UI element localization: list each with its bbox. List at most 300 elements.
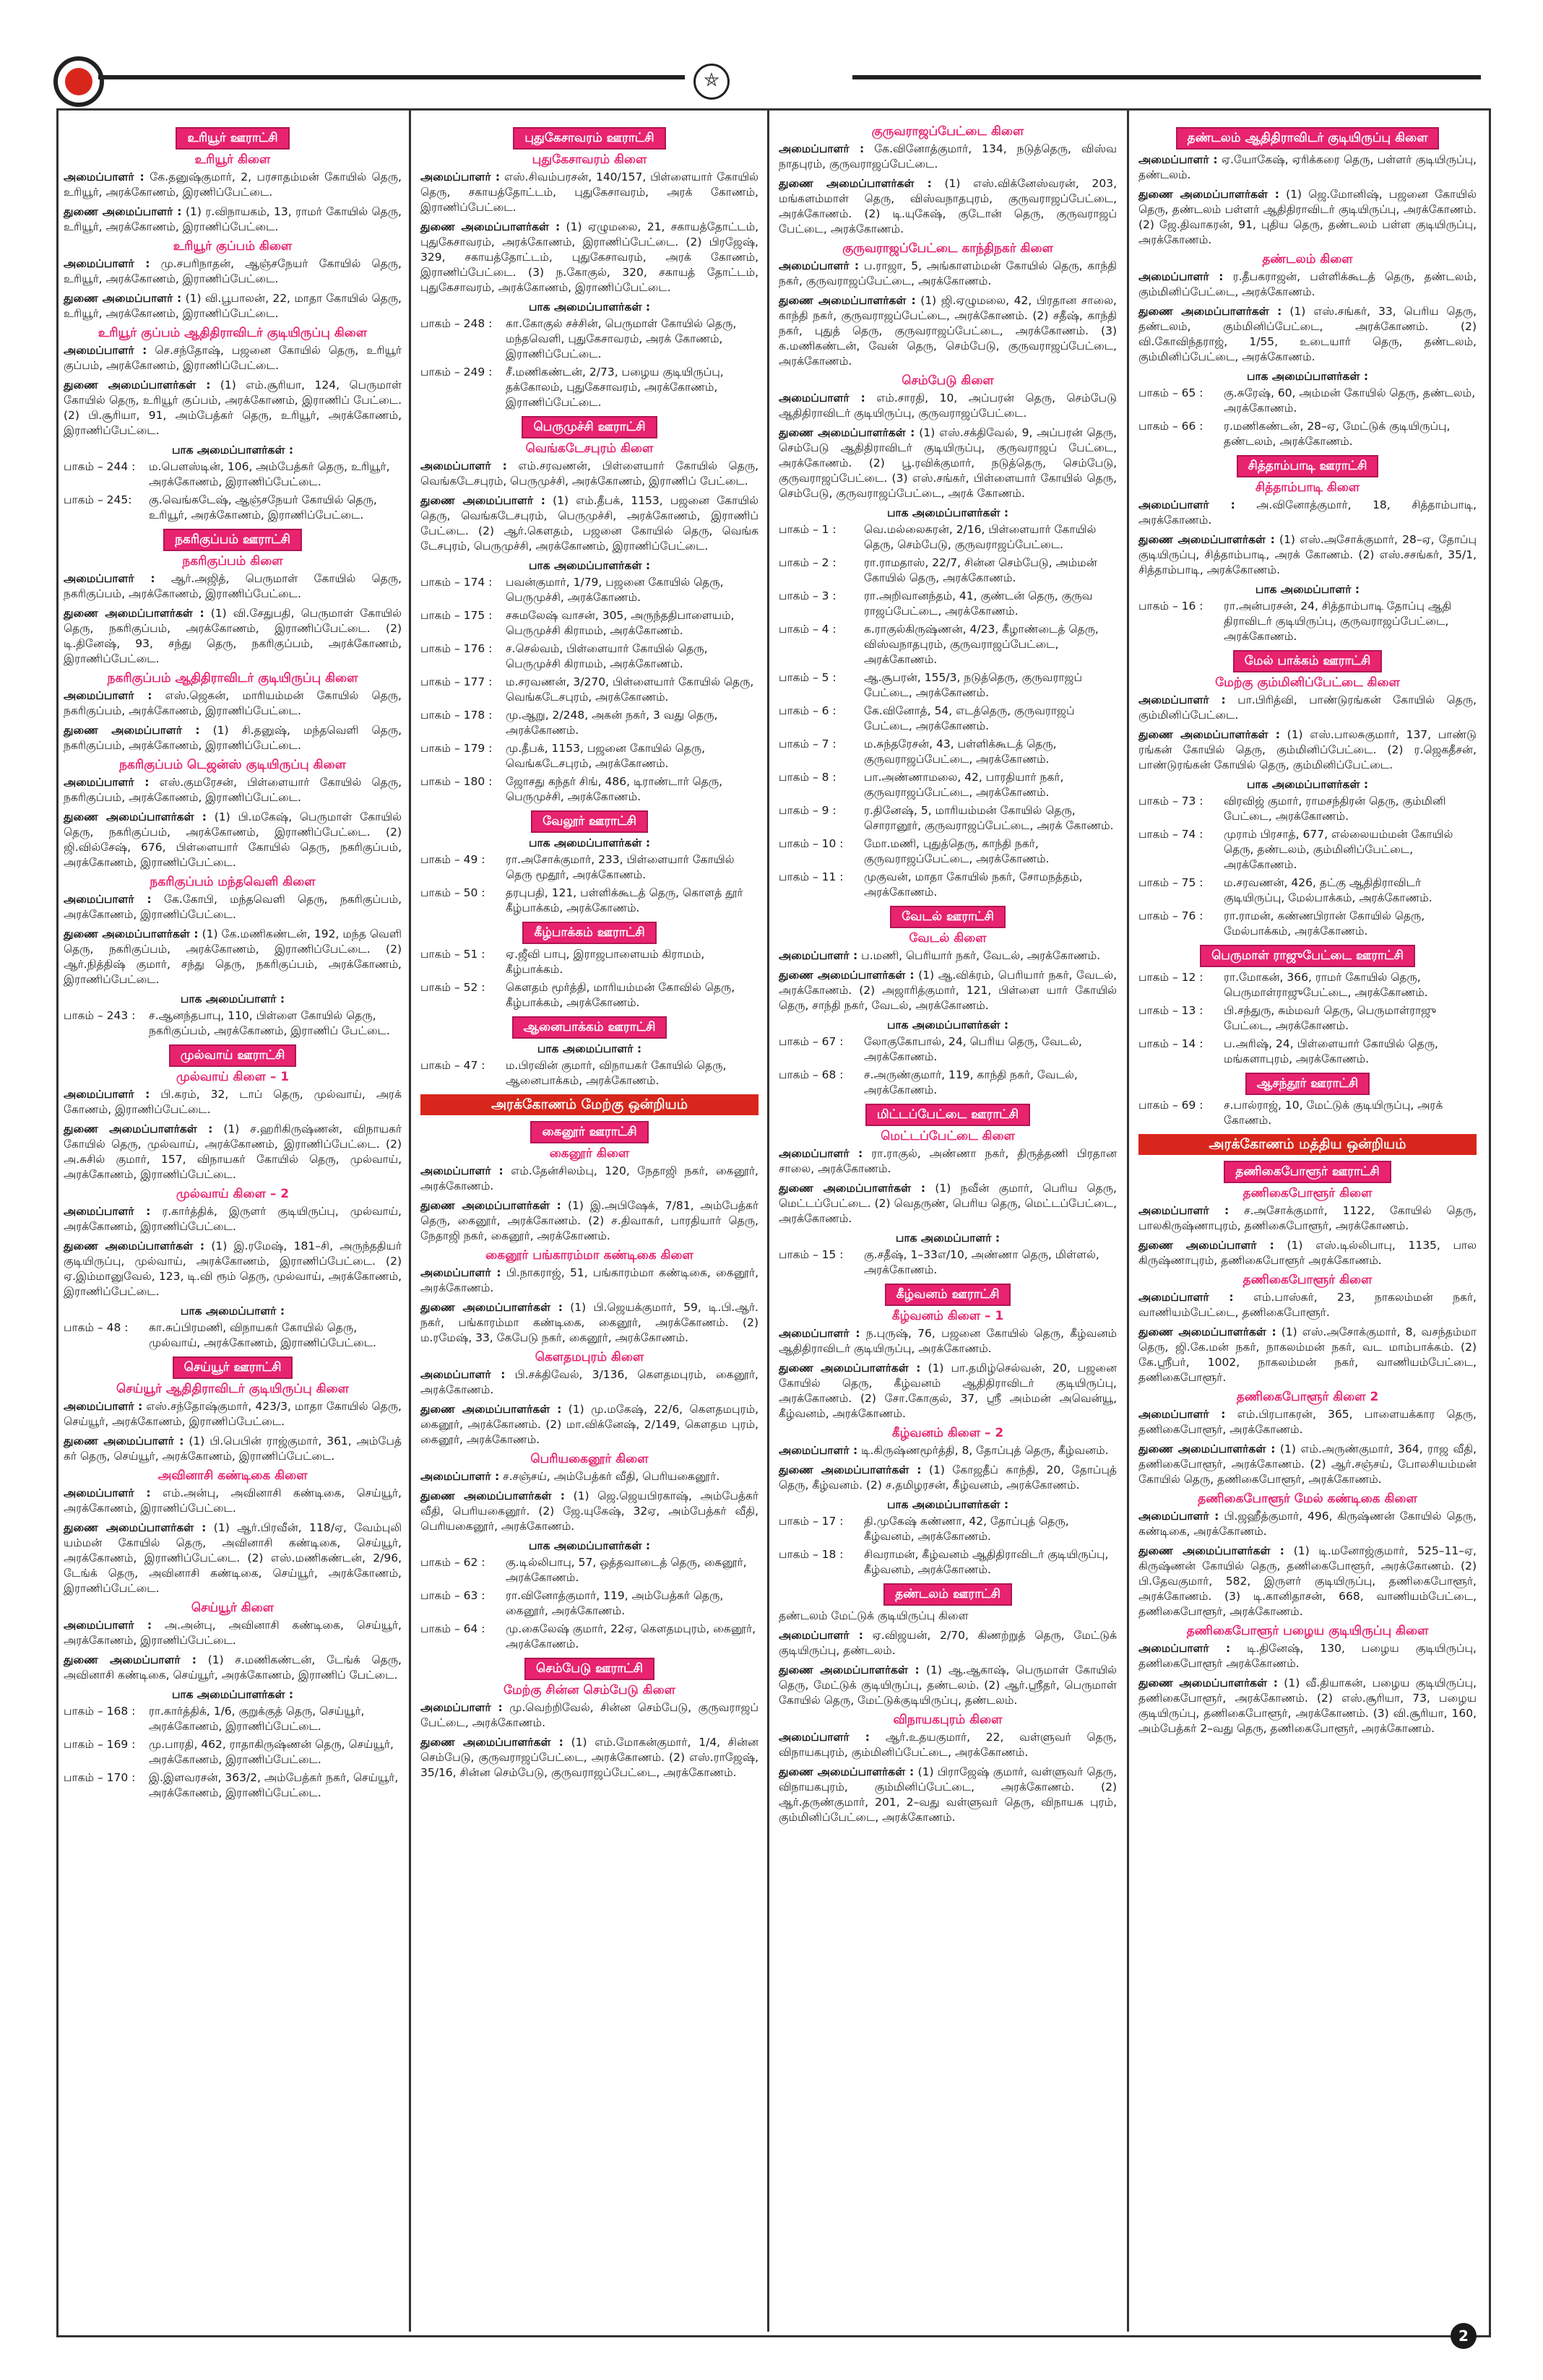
booth-details: மு.கைலேஷ் குமார், 22ஏ, கௌதமபுரம், கைனூர், அரக்கோணம்.	[506, 1622, 756, 1650]
booth-entry	[420, 1058, 758, 1089]
panchayat-heading: ஆசந்தூர் ஊராட்சி	[1245, 1073, 1370, 1095]
branch-heading: உரியூர் கிளை	[194, 152, 271, 167]
officer-details: (1) எஸ்.டில்லிபாபு, 1135, பால கிருஷ்ணாபுரம், தணிகைபோளூர் அரக்கோணம்.	[1138, 1239, 1477, 1267]
officer-entry	[1138, 1325, 1477, 1385]
officer-entry	[420, 1367, 758, 1398]
booth-number: பாகம் – 65 :	[1138, 386, 1203, 399]
booth-number: பாகம் – 249 :	[420, 365, 493, 378]
booth-organizers-label: பாக அமைப்பாளர்கள் :	[1246, 778, 1369, 791]
officer-details: ர.கார்த்திக், இருளர் குடியிருப்பு, முல்வாய், அரக்கோணம், இராணிப்பேட்டை.	[64, 1205, 402, 1233]
booth-number: பாகம் – 1 :	[779, 523, 837, 536]
booth-entry	[779, 1547, 1117, 1578]
booth-number: பாகம் – 8 :	[779, 771, 837, 784]
officer-role: துணை அமைப்பாளர்கள் :	[420, 1489, 565, 1502]
officer-details: கே.தனுஷ்குமார், 2, பரசாதம்மன் கோயில் தெரு, உரியூர், அரக்கோணம், இரணிப்பேட்டை.	[64, 170, 402, 199]
panchayat-heading: புதுகேசாவரம் ஊராட்சி	[513, 127, 665, 150]
booth-number: பாகம் – 17 :	[779, 1515, 844, 1528]
booth-entry	[779, 522, 1117, 553]
officer-entry	[420, 1489, 758, 1534]
booth-details: ச.பால்ராஜ், 10, மேட்டுக் குடியிருப்பு, அரக் கோணம்.	[1224, 1099, 1443, 1127]
officer-details: (1) பி.ஜெயக்குமார், 59, டி.பி.ஆர். நகர், பங்காரம்மா கண்டிகை, கைனூர், அரக்கோணம். (2) ம.ரமேஷ், 33, கேபேடு நகர், கைனூர், அரக்கோணம்.	[420, 1301, 758, 1344]
booth-details: மு.தீபக், 1153, பஜனை கோயில் தெரு, வெங்கடேசபுரம், அரக்கோணம்.	[506, 742, 706, 770]
booth-details: கு.சுரேஷ், 60, அம்மன் கோயில் தெரு, தண்டலம், அரக்கோணம்.	[1224, 386, 1476, 415]
officer-details: ர.தீபகராஜன், பள்ளிக்கூடத் தெரு, தண்டலம், கும்மினிப்பேட்டை, அரக்கோணம்.	[1138, 270, 1477, 298]
officer-role: துணை அமைப்பாளர் :	[1138, 1239, 1274, 1252]
booth-number: பாகம் – 50 :	[420, 886, 485, 899]
booth-number: பாகம் – 174 :	[420, 576, 493, 589]
booth-number: பாகம் – 76 :	[1138, 909, 1203, 922]
booth-entry	[779, 704, 1117, 734]
booth-details: கு.சதீஷ், 1–33எ/10, அண்ணா தெரு, மிள்ளல், அரக்கோணம்.	[864, 1248, 1099, 1276]
officer-details: ந.புருஷ், 76, பஜனை கோயில் தெரு, கீழ்வனம் ஆதிதிராவிடர் குடியிருப்பு, அரக்கோணம்.	[779, 1327, 1117, 1355]
officer-details: (1) ச.மணிகண்டன், டேங்க் தெரு, அவினாசி கண்டிகை, செய்யூர், அரக்கோணம், இராணிப் பேட்டை.	[64, 1653, 402, 1682]
officer-entry	[1138, 693, 1477, 723]
officer-role: அமைப்பாளர் :	[779, 949, 858, 962]
masthead-rule-left	[98, 75, 685, 79]
booth-details: கா.சுப்பிரமணி, விநாயகர் கோயில் தெரு, முல்வாய், அரக்கோணம், இராணிப்பேட்டை.	[149, 1321, 376, 1349]
officer-role: துணை அமைப்பாளர்கள் :	[64, 810, 207, 823]
booth-number: பாகம் – 62 :	[420, 1556, 485, 1569]
booth-entry	[420, 575, 758, 605]
booth-number: பாகம் – 169 :	[64, 1738, 136, 1751]
officer-entry	[779, 1628, 1117, 1658]
officer-details: எஸ்.ஜெகன், மாரியம்மன் கோயில் தெரு, நகரிகுப்பம், அரக்கோணம், இராணிப்பேட்டை.	[64, 689, 402, 717]
booth-number: பாகம் – 66 :	[1138, 420, 1203, 433]
panchayat-heading: கீழ்வனம் ஊராட்சி	[885, 1284, 1011, 1306]
officer-entry	[1138, 1203, 1477, 1234]
booth-organizers-label: பாக அமைப்பாளர்கள் :	[528, 300, 651, 313]
booth-entry	[1138, 419, 1477, 449]
booth-entry	[420, 886, 758, 916]
officer-details: பி.நாகராஜ், 51, பங்காரம்மா கண்டிகை, கைனூர், அரக்கோணம்.	[420, 1266, 758, 1294]
branch-heading: நகரிகுப்பம் கிளை	[182, 554, 283, 568]
booth-organizers-label: பாக அமைப்பாளர்கள் :	[171, 1688, 294, 1701]
officer-entry	[1138, 1641, 1477, 1671]
booth-entry	[779, 870, 1117, 900]
panchayat-heading: செம்பேடு ஊராட்சி	[524, 1658, 654, 1680]
booth-number: பாகம் – 180 :	[420, 775, 493, 788]
officer-details: (1) ஆ.விக்ரம், பெரியார் நகர், வேடல், அரக்கோணம். (2) அஜாரித்குமார், 121, பிள்ளை யார் கோயில் தெரு, சாந்தி நகர், வேடல், அரக்கோணம்.	[779, 969, 1117, 1012]
booth-number: பாகம் – 64 :	[420, 1622, 485, 1635]
officer-role: துணை அமைப்பாளர்கள் :	[1138, 1676, 1279, 1689]
booth-number: பாகம் – 11 :	[779, 870, 844, 883]
booth-details: கௌதம் மூர்த்தி, மாரியம்மன் கோவில் தெரு, கீழ்பாக்கம், அரக்கோணம்.	[506, 981, 735, 1009]
branch-heading: குருவராஜப்பேட்டை கிளை	[871, 124, 1024, 139]
booth-organizers-label: பாக அமைப்பாளர் :	[180, 1304, 285, 1317]
officer-details: (1) இ.ரமேஷ், 181–சி, அருந்ததியர் குடியிருப்பு, முல்வாய், அரக்கோணம், இராணிப்பேட்டை. (2) ஏ.இம்மானுவேல், 123, டி.வி ரூம் தெரு, முல்வாய், அரக்கோணம், இராணிப்பேட்டை.	[64, 1239, 402, 1298]
booth-details: ர.மணிகண்டன், 28–ஏ, மேட்டுக் குடியிருப்பு, தண்டலம், அரக்கோணம்.	[1224, 420, 1451, 448]
rising-sun-emblem-icon: ⛤	[693, 64, 730, 100]
officer-role: அமைப்பாளர் :	[1138, 1204, 1229, 1217]
column-divider	[767, 110, 769, 2332]
booth-number: பாகம் – 244 :	[64, 460, 136, 473]
officer-entry	[779, 1443, 1117, 1458]
booth-entry	[420, 1622, 758, 1652]
officer-details: ஏ.யோகேஷ், ஏரிக்கரை தெரு, பள்ளர் குடியிருப்பு, தண்டலம்.	[1138, 153, 1477, 181]
officer-role: துணை அமைப்பாளர்கள் :	[420, 1199, 561, 1212]
panchayat-heading: முல்வாய் ஊராட்சி	[169, 1044, 297, 1067]
officer-entry	[779, 1609, 1117, 1624]
officer-role: துணை அமைப்பாளர்கள் :	[420, 1736, 563, 1749]
officer-details: டி.தினேஷ், 130, பழைய குடியிருப்பு, தணிகைபோளூர் அரக்கோணம்.	[1138, 1642, 1477, 1670]
officer-entry	[420, 1700, 758, 1731]
panchayat-heading: மிட்டப்பேட்டை ஊராட்சி	[865, 1104, 1030, 1126]
booth-details: இ.இளவரசன், 363/2, அம்பேத்கர் நகர், செய்யூர், அரக்கோணம், இராணிப்பேட்டை.	[149, 1771, 399, 1799]
officer-entry	[1138, 187, 1477, 248]
booth-entry	[420, 316, 758, 362]
booth-details: கே.வினோத், 54, எடத்தெரு, குருவராஜப் பேட்டை, அரக்கோணம்.	[864, 704, 1075, 732]
booth-entry	[779, 589, 1117, 619]
officer-entry	[64, 892, 402, 922]
officer-details: அ.வினோத்குமார், 18, சித்தாம்பாடி, அரக்கோணம்.	[1138, 498, 1477, 527]
officer-entry	[64, 1486, 402, 1516]
column-divider	[409, 110, 411, 2332]
page-number: 2	[1451, 2323, 1477, 2349]
booth-entry	[1138, 794, 1477, 824]
officer-entry	[64, 1434, 402, 1464]
booth-number: பாகம் – 16 :	[1138, 600, 1203, 613]
officer-role: அமைப்பாளர் :	[779, 1444, 858, 1457]
officer-role: அமைப்பாளர் :	[1138, 153, 1218, 166]
officer-details: ப.மணி, பெரியார் நகர், வேடல், அரக்கோணம்.	[861, 949, 1101, 962]
masthead	[0, 0, 1543, 101]
officer-entry	[64, 1087, 402, 1117]
panchayat-heading: கைனூர் ஊராட்சி	[530, 1121, 648, 1143]
branch-heading: தணிகைபோளூர் மேல் கண்டிகை கிளை	[1198, 1492, 1417, 1506]
panchayat-heading: தண்டலம் ஆதிதிராவிடர் குடியிருப்பு கிளை	[1176, 127, 1440, 150]
officer-role: அமைப்பாளர் :	[779, 259, 860, 272]
booth-organizers-label: பாக அமைப்பாளர் :	[537, 1042, 642, 1055]
booth-entry	[420, 774, 758, 805]
booth-details: பவன்குமார், 1/79, பஜனை கோயில் தெரு, பெருமுச்சி, அரக்கோணம்.	[506, 576, 724, 604]
booth-organizers-label: பாக அமைப்பாளர்கள் :	[886, 1498, 1009, 1511]
booth-entry	[420, 947, 758, 977]
booth-details: மு.பாரதி, 462, ராதாகிருஷ்ணன் தெரு, செய்யூர், அரக்கோணம், இராணிப்பேட்டை.	[149, 1738, 394, 1766]
officer-details: (1) எஸ்.அசோக்குமார், 28–ஏ, தோப்பு குடியிருப்பு, சித்தாம்பாடி, அரக் கோணம். (2) எஸ்.சசங்கர், 35/1, சித்தாம்பாடி, அரக்கோணம்.	[1138, 533, 1477, 576]
booth-details: சசுமலேஷ் வாசன், 305, அருந்ததிபாளையம், பெருமுச்சி கிராமம், அரக்கோணம்.	[506, 609, 735, 637]
booth-number: பாகம் – 13 :	[1138, 1004, 1203, 1017]
officer-role: அமைப்பாளர் :	[64, 170, 144, 183]
officer-role: துணை அமைப்பாளர்கள் :	[779, 1362, 921, 1375]
officer-role: துணை அமைப்பாளர்கள் :	[779, 1182, 926, 1195]
officer-role: அமைப்பாளர் :	[1138, 1642, 1231, 1655]
officer-details: பி.சக்திவேல், 3/136, கௌதமபுரம், கைனூர், அரக்கோணம்.	[420, 1368, 758, 1396]
officer-role: அமைப்பாளர் :	[1138, 1408, 1226, 1421]
officer-role: துணை அமைப்பாளர்கள் :	[779, 426, 915, 439]
booth-details: கா.கோகுல் சச்சின், பெருமாள் கோயில் தெரு, மந்தவெளி, புதுகேசாவரம், அரக் கோணம், இராணிப்பேட்டை.	[506, 317, 737, 360]
officer-details: ச.சஞ்சய், அம்பேத்கர் வீதி, பெரியகைனூர்.	[503, 1470, 720, 1483]
booth-number: பாகம் – 176 :	[420, 642, 493, 655]
officer-details: கே.வினோத்குமார், 134, நடுத்தெரு, விஸ்வ நாதபுரம், குருவராஜப்பேட்டை.	[779, 142, 1117, 170]
panchayat-heading: பெருமுச்சி ஊராட்சி	[522, 416, 657, 438]
officer-role: அமைப்பாளர் :	[1138, 1510, 1219, 1523]
booth-number: பாகம் – 15 :	[779, 1248, 844, 1261]
panchayat-heading: மேல் பாக்கம் ஊராட்சி	[1233, 650, 1383, 672]
booth-details: ரா.அறிவானந்தம், 41, குண்டன் தெரு, குருவ ராஜப்பேட்டை, அரக்கோணம்.	[864, 589, 1093, 618]
branch-heading: முல்வாய் கிளை – 1	[176, 1070, 290, 1084]
officer-entry	[420, 1265, 758, 1296]
branch-heading: மேற்கு கும்மினிப்பேட்டை கிளை	[1215, 675, 1400, 690]
officer-role: துணை அமைப்பாளர்கள் :	[420, 1403, 562, 1416]
officer-entry	[779, 948, 1117, 964]
branch-heading: அவினாசி கண்டிகை கிளை	[157, 1468, 308, 1483]
officer-role: அமைப்பாளர் :	[420, 1470, 500, 1483]
officer-details: (1) சி.தனுஷ், மந்தவெளி தெரு, நகரிகுப்பம், அரக்கோணம், இராணிப்பேட்டை.	[64, 724, 402, 752]
officer-entry	[779, 176, 1117, 237]
officer-entry	[779, 142, 1117, 172]
officer-details: எம்.பாஸ்கர், 23, நாகலம்மன் நகர், வாணியம்பேட்டை, தணிகைபோளூர்.	[1138, 1291, 1477, 1319]
officer-entry	[1138, 152, 1477, 183]
booth-entry	[779, 1514, 1117, 1544]
column-2	[420, 121, 758, 1785]
officer-entry	[779, 391, 1117, 421]
officer-details: (1) எம்.சூரியா, 124, பெருமாள் கோயில் தெரு, உரியூர் குப்பம், அரக்கோணம், இராணிப் பேட்டை. (2) பி.சூரியா, 91, அம்பேத்கர் தெரு, உரியூர், அரக்கோணம், இராணிப்பேட்டை.	[64, 378, 402, 437]
officer-role: அமைப்பாளர் :	[779, 1327, 860, 1340]
officer-entry	[64, 343, 402, 373]
officer-entry	[64, 1204, 402, 1234]
officer-details: (1) எஸ்.சக்திவேல், 9, அப்பரன் தெரு, செம்பேடு ஆதிதிராவிடர் குடியிருப்பு, குருவராஜப் பேட்டை, அரக்கோணம். (2) பூ.ரவிக்குமார், நடுத்தெரு, செம்பேடு, குருவராஜப்பேட்டை. (3) எஸ்.சங்கர், பிள்ளையார் கோயில் தெரு, செம்பேடு, குருவராஜப்பேட்டை, அரக் கோணம்.	[779, 426, 1117, 500]
officer-role: துணை அமைப்பாளர்கள் :	[1138, 1544, 1284, 1557]
officer-details: (1) எஸ்.விக்னேஸ்வரன், 203, மங்களம்மாள் தெரு, விஸ்வநாதபுரம், குருவராஜப்பேட்டை, அரக்கோணம். (2) டி.யுகேஷ், குடோன் தெரு, குருவராஜப் பேட்டை, அரக்கோணம்.	[779, 177, 1118, 235]
union-banner: அரக்கோணம் மேற்கு ஒன்றியம்	[420, 1094, 758, 1115]
officer-entry	[64, 291, 402, 321]
booth-details: ரா.மோகன், 366, ராமர் கோயில் தெரு, பெருமாள்ராஜுபேட்டை, அரக்கோணம்.	[1224, 971, 1428, 999]
booth-entry	[420, 741, 758, 771]
booth-number: பாகம் – 2 :	[779, 556, 837, 569]
officer-entry	[420, 1735, 758, 1780]
booth-details: ஜோசது கந்தர் சிங், 486, டிராண்டார் தெரு, பெருமுச்சி, அரக்கோணம்.	[506, 775, 723, 803]
booth-number: பாகம் – 243 :	[64, 1009, 136, 1022]
booth-entry	[64, 1704, 402, 1734]
branch-heading: தணிகைபோளூர் பழைய குடியிருப்பு கிளை	[1186, 1624, 1429, 1638]
officer-role: அமைப்பாளர் :	[1138, 270, 1224, 283]
officer-role: துணை அமைப்பாளர்கள் :	[779, 294, 916, 307]
officer-role: அமைப்பாளர் :	[64, 257, 150, 270]
officer-role: அமைப்பாளர் :	[64, 776, 150, 789]
booth-details: ப.அரிஷ், 24, பிள்ளையார் கோயில் தெரு, மங்களாபுரம், அரக்கோணம்.	[1224, 1037, 1438, 1065]
branch-heading: பெரியகைனூர் கிளை	[530, 1452, 649, 1466]
officer-entry	[420, 1402, 758, 1448]
officer-details: டி.கிருஷ்ணமூர்த்தி, 8, தோப்புத் தெரு, கீழ்வனம்.	[861, 1444, 1109, 1457]
column-1	[64, 121, 402, 1804]
officer-details: (1) ஜெ.ஜெயபிரகாஷ், அம்பேத்கர் வீதி, பெரியகைனூர். (2) ஜே.யுகேஷ், 32ஏ, அம்பேத்கர் வீதி, பெரியகைனூர், அரக்கோணம்.	[420, 1489, 758, 1533]
officer-details: (1) எஸ்.அசோக்குமார், 8, வசந்தம்மா தெரு, ஜி.கே.மன் நகர், நாகலம்மன் நகர், வட மாம்பாக்கம். (2) கே.ஸ்ரீபர், 1002, நாகலம்மன் நகர், வாணியம்பேட்டை, தணிகைபோளூர்.	[1138, 1325, 1477, 1384]
booth-details: தி.முகேஷ் கண்ணா, 42, தோப்புத் தெரு, கீழ்வனம், அரக்கோணம்.	[864, 1515, 1069, 1543]
officer-entry	[779, 1146, 1117, 1177]
officer-entry	[1138, 1238, 1477, 1268]
booth-entry	[64, 493, 402, 523]
officer-role: அமைப்பாளர் :	[1138, 693, 1226, 706]
booth-number: பாகம் – 248 :	[420, 317, 493, 330]
officer-details: (1) ஆர்.பிரவீன், 118/ஏ, வேம்புலி யம்மன் கோயில் தெரு, அவினாசி கண்டிகை, செய்யூர், அரக்கோணம், இராணிப்பேட்டை. (2) எஸ்.மணிகண்டன், 2/96, டேங்க் தெரு, அவினாசி கண்டிகை, செய்யூர், அரக்கோணம், இராணிப்பேட்டை.	[64, 1521, 402, 1595]
officer-details: எஸ்.சிவம்பரசன், 140/157, பிள்ளையார் கோயில் தெரு, சகாயத்தோட்டம், புதுகேசாவரம், அரக் கோணம், இராணிப்பேட்டை.	[420, 170, 758, 214]
officer-details: எஸ்.சந்தோஷ்குமார், 423/3, மாதா கோயில் தெரு, செய்யூர், அரக்கோணம், இராணிப்பேட்டை.	[64, 1400, 402, 1428]
panchayat-heading: செய்யூர் ஊராட்சி	[173, 1356, 293, 1379]
officer-role: துணை அமைப்பாளர்கள் :	[1138, 1325, 1276, 1338]
booth-entry	[420, 1555, 758, 1585]
officer-entry	[779, 1463, 1117, 1493]
officer-entry	[64, 1239, 402, 1299]
officer-details: ஆர்.உதயகுமார், 22, வள்ளுவர் தெரு, விநாயகபுரம், கும்மினிப்பேட்டை, அரக்கோணம்.	[779, 1731, 1117, 1759]
officer-details: (1) எம்.அருண்குமார், 364, ராஜ வீதி, தணிகைபோளூர், அரக்கோணம். (2) ஆர்.சஞ்சய், போலசியம்மன் கோயில் தெரு, தணிகைபோளூர், அரக்கோணம்.	[1138, 1442, 1477, 1486]
booth-entry	[420, 608, 758, 639]
booth-details: லோகுகோபால், 24, பெரிய தெரு, வேடல், அரக்கோணம்.	[864, 1035, 1082, 1063]
officer-entry	[64, 1122, 402, 1182]
officer-details: (1) பி.மகேஷ், பெருமாள் கோயில் தெரு, நகரிகுப்பம், அரக்கோணம், இராணிப்பேட்டை. (2) ஜி.வில்சேஷ், 676, பிள்ளையார் கோயில் தெரு, நகரிகுப்பம், அரக்கோணம், இராணிப்பேட்டை.	[64, 810, 402, 869]
booth-entry	[1138, 875, 1477, 906]
officer-details: (1) ஆ.ஆகாஷ், பெருமாள் கோயில் தெரு, மேட்டுக் குடியிருப்பு, தண்டலம். (2) ஆர்.ஸ்ரீதர், பெருமாள் கோயில் தெரு, மேட்டுக்குடியிருப்பு, தண்டலம்.	[779, 1663, 1117, 1707]
branch-heading: தணிகைபோளூர் கிளை	[1242, 1186, 1373, 1200]
booth-number: பாகம் – 9 :	[779, 804, 837, 817]
officer-details: (1) நவீன் குமார், பெரிய தெரு, மெட்டப்பேட்டை. (2) வெதருண், பெரிய தெரு, மெட்டப்பேட்டை, அரக்கோணம்.	[779, 1182, 1117, 1225]
booth-organizers-label: பாக அமைப்பாளர் :	[1255, 583, 1360, 596]
officer-details: எம்.தேன்சிலம்பு, 120, நேதாஜி நகர், கைனூர், அரக்கோணம்.	[420, 1164, 758, 1193]
officer-details: ஆர்.அஜித், பெருமாள் கோயில் தெரு, நகரிகுப்பம், அரக்கோணம், இராணிப்பேட்டை.	[64, 572, 402, 600]
officer-details: (1) எஸ்.பாலசுகுமார், 137, பாண்டு ரங்கன் கோயில் தெரு, கும்மினிப்பேட்டை. (2) ர.ஜெகதீசன், பாண்டுரங்கன் கோயில் தெரு, கும்மினிப்பேட்டை.	[1138, 728, 1477, 771]
officer-role: துணை அமைப்பாளர்கள் :	[779, 1463, 922, 1476]
officer-details: (1) பி.பெபின் ராஜ்குமார், 361, அம்பேத் கர் தெரு, செய்யூர், அரக்கோணம், இராணிப்பேட்டை.	[64, 1435, 402, 1463]
booth-details: சீ.மணிகண்டன், 2/73, பழைய குடியிருப்பு, தக்கோலம், புதுகேசாவரம், அரக்கோணம், இராணிப்பேட்டை.	[506, 365, 724, 409]
officer-details: (1) மு.மகேஷ், 22/6, கௌதமபுரம், கைனூர், அரக்கோணம். (2) மா.விக்னேஷ், 2/149, கௌதம புரம், கைனூர், அரக்கோணம்.	[420, 1403, 758, 1446]
officer-role: அமைப்பாளர் :	[64, 1619, 152, 1632]
panchayat-heading: வேடல் ஊராட்சி	[890, 906, 1006, 928]
booth-organizers-label: பாக அமைப்பாளர்கள் :	[1246, 370, 1369, 383]
officer-entry	[64, 927, 402, 987]
booth-entry	[64, 1770, 402, 1801]
branch-heading: கௌதமபுரம் கிளை	[535, 1350, 644, 1364]
booth-entry	[420, 365, 758, 410]
booth-details: சிவராமன், கீழ்வனம் ஆதிதிராவிடர் குடியிருப்பு, கீழ்வனம், அரக்கோணம்.	[864, 1548, 1109, 1576]
officer-entry	[779, 259, 1117, 289]
officer-entry	[420, 1469, 758, 1484]
booth-details: ச.ஆனந்தபாபு, 110, பிள்ளை கோயில் தெரு, நகரிகுப்பம், அரக்கோணம், இராணிப் பேட்டை.	[149, 1009, 390, 1037]
officer-entry	[64, 1399, 402, 1429]
booth-details: பா.அண்ணாமலை, 42, பாரதியார் நகர், குருவராஜப்பேட்டை, அரக்கோணம்.	[864, 771, 1064, 799]
booth-number: பாகம் – 18 :	[779, 1548, 844, 1561]
officer-role: துணை அமைப்பாளர்கள் :	[1138, 728, 1280, 741]
officer-details: (1) எம்.தீபக், 1153, பஜனை கோயில் தெரு, வெங்கடேசபுரம், பெருமுச்சி, அரக்கோணம், இராணிப் பேட்டை. (2) ஆர்.கௌதம், பஜனை கோயில் தெரு, வெங்க டேசபுரம், பெருமுச்சி, அரக்கோணம், இராணிப்பேட்டை.	[420, 494, 758, 553]
booth-details: கு.டில்லிபாபு, 57, ஒத்தவாடைத் தெரு, கைனூர், அரக்கோணம்.	[506, 1556, 747, 1584]
booth-details: கு.வெங்கடேஷ், ஆஞ்சநேயர் கோயில் தெரு, உரியூர், அரக்கோணம், இராணிப்பேட்டை.	[149, 493, 377, 522]
officer-entry	[779, 1326, 1117, 1356]
officer-entry	[64, 775, 402, 805]
booth-entry	[420, 980, 758, 1011]
branch-heading: தணிகைபோளூர் கிளை 2	[1236, 1390, 1379, 1404]
booth-entry	[779, 836, 1117, 867]
officer-details: ச.அசோக்குமார், 1122, கோயில் தெரு, பாலகிருஷ்ணாபுரம், தணிகைபோளூர், அரக்கோணம்.	[1138, 1204, 1477, 1232]
branch-heading: கைனூர் பங்காரம்மா கண்டிகை கிளை	[485, 1248, 693, 1263]
booth-details: ம.பௌஸ்டின், 106, அம்பேத்கர் தெரு, உரியூர், அரக்கோணம், இராணிப்பேட்டை.	[149, 460, 390, 488]
officer-role: துணை அமைப்பாளர் :	[420, 494, 545, 507]
officer-role: துணை அமைப்பாளர்கள் :	[1138, 1442, 1276, 1455]
officer-entry	[64, 256, 402, 287]
branch-heading: வேடல் கிளை	[909, 931, 987, 945]
officer-details: (1) ஜெ.மோனிஷ், பஜனை கோயில் தெரு, தண்டலம் பள்ளர் ஆதிதிராவிடர் குடியிருப்பு, அரக்கோணம். (2) ஜே.திவாகரன், 91, புதிய தெரு, தண்டலம் பள்ள குடியிருப்பு, அரக்கோணம்.	[1138, 188, 1477, 246]
booth-number: பாகம் – 177 :	[420, 675, 493, 688]
branch-heading: உரியூர் குப்பம் ஆதிதிராவிடர் குடியிருப்பு கிளை	[98, 326, 368, 340]
booth-number: பாகம் – 49 :	[420, 853, 485, 866]
officer-role: அமைப்பாளர் :	[64, 344, 147, 357]
officer-role: அமைப்பாளர் :	[1138, 498, 1235, 511]
booth-organizers-label: பாக அமைப்பாளர்கள் :	[528, 1539, 651, 1552]
officer-details: (1) வீ.தியாகன், பழைய குடியிருப்பு, தணிகைபோளூர், அரக்கோணம். (2) எஸ்.சூரியா, 73, பழைய குடியிருப்பு, தணிகைபோளூர், அரக்கோணம். (3) வி.சூரியா, 160, அம்பேத்கர் 2–வது தெரு, தணிகைபோளூர், அரக்கோணம்.	[1138, 1676, 1477, 1735]
officer-entry	[64, 1653, 402, 1683]
branch-heading: நகரிகுப்பம் டெஜன்ஸ் குடியிருப்பு கிளை	[119, 758, 346, 772]
officer-details: எம்.அன்பு, அவினாசி கண்டிகை, செய்யூர், அரக்கோணம், இராணிப்பேட்டை.	[64, 1487, 402, 1515]
officer-role: அமைப்பாளர் :	[779, 1731, 870, 1744]
booth-organizers-label: பாக அமைப்பாளர்கள் :	[886, 506, 1009, 519]
booth-number: பாகம் – 179 :	[420, 742, 493, 755]
officer-entry	[64, 723, 402, 753]
booth-entry	[779, 803, 1117, 834]
branch-heading: நகரிகுப்பம் மந்தவெளி கிளை	[150, 875, 316, 889]
officer-details: (1) எஸ்.சங்கர், 33, பெரிய தெரு, தண்டலம், கும்மினிப்பேட்டை, அரக்கோணம். (2) வி.கோவிந்தராஜ், 1/55, உடையார் தெரு, தண்டலம், கும்மினிப்பேட்டை, அரக்கோணம்.	[1138, 305, 1477, 363]
officer-entry	[1138, 1509, 1477, 1539]
officer-entry	[64, 810, 402, 870]
branch-heading: செய்யூர் ஆதிதிராவிடர் குடியிருப்பு கிளை	[116, 1382, 349, 1396]
officer-details: (1) கே.மணிகண்டன், 192, மந்த வெளி தெரு, நகரிகுப்பம், அரக்கோணம், இராணிப்பேட்டை. (2) ஆர்.நித்திஷ் குமார், சந்து தெரு, நகரிகுப்பம், அரக்கோணம், இராணிப்பேட்டை.	[64, 927, 402, 986]
officer-role: துணை அமைப்பாளர்கள் :	[1138, 188, 1279, 201]
officer-role: துணை அமைப்பாளர்கள் :	[64, 378, 211, 391]
officer-role: அமைப்பாளர் :	[1138, 1291, 1234, 1304]
booth-entry	[779, 770, 1117, 800]
officer-role: அமைப்பாளர் :	[420, 1266, 501, 1279]
panchayat-heading: பெருமாள் ராஜுபேட்டை ஊராட்சி	[1200, 945, 1415, 967]
officer-role: துணை அமைப்பாளர்கள் :	[64, 1122, 213, 1135]
booth-entry	[1138, 386, 1477, 416]
officer-entry	[420, 1198, 758, 1244]
officer-role: அமைப்பாளர் :	[64, 689, 152, 702]
branch-heading: முல்வாய் கிளை – 2	[176, 1187, 290, 1201]
booth-number: பாகம் – 51 :	[420, 948, 485, 961]
masthead-logo	[53, 56, 104, 107]
officer-entry	[420, 1164, 758, 1194]
booth-number: பாகம் – 67 :	[779, 1035, 844, 1048]
branch-heading: கீழ்வனம் கிளை – 1	[891, 1309, 1004, 1323]
booth-details: ம.சுந்தரேசன், 43, பள்ளிக்கூடத் தெரு, குருவராஜப்பேட்டை, அரக்கோணம்.	[864, 737, 1057, 766]
officer-details: ரா.ராகுல், அண்ணா நகர், திருத்தணி பிரதான சாலை, அரக்கோணம்.	[779, 1147, 1117, 1175]
booth-entry	[1138, 1037, 1477, 1067]
officer-role: துணை அமைப்பாளர்கள் :	[779, 1663, 920, 1676]
officer-entry	[779, 968, 1117, 1013]
officer-role: துணை அமைப்பாளர்கள் :	[420, 1301, 563, 1314]
officer-role: துணை அமைப்பாளர்கள் :	[64, 927, 199, 940]
booth-organizers-label: பாக அமைப்பாளர்கள் :	[886, 1018, 1009, 1031]
officer-role: அமைப்பாளர் :	[64, 893, 152, 906]
officer-entry	[1138, 304, 1477, 365]
booth-entry	[420, 708, 758, 738]
officer-entry	[1138, 727, 1477, 773]
branch-heading: தண்டலம் கிளை	[1262, 252, 1353, 267]
officer-role: துணை அமைப்பாளர்கள் :	[64, 1239, 205, 1252]
officer-role: அமைப்பாளர் :	[420, 1368, 506, 1381]
officer-role: அமைப்பாளர் :	[64, 1487, 151, 1500]
panchayat-heading: நகரிகுப்பம் ஊராட்சி	[163, 529, 302, 551]
booth-number: பாகம் – 75 :	[1138, 876, 1203, 889]
officer-details: மு.வெற்றிவேல், சின்ன செம்பேடு, குருவராஜப் பேட்டை, அரக்கோணம்.	[420, 1701, 758, 1729]
officer-role: அமைப்பாளர் :	[420, 459, 507, 472]
booth-details: பி.சந்துரு, சும்மவர் தெரு, பெருமாள்ராஜு பேட்டை, அரக்கோணம்.	[1224, 1004, 1437, 1032]
panchayat-heading: கீழ்பாக்கம் ஊராட்சி	[522, 922, 656, 944]
officer-details: (1) கோஜதீப் காந்தி, 20, தோப்புத் தெரு, கீழ்வனம். (2) ச.தமிழரசன், கீழ்வனம், அரக்கோணம்.	[779, 1463, 1117, 1492]
booth-details: ரா.அன்பரசன், 24, சித்தாம்பாடி தோப்பு ஆதி திராவிடர் குடியிருப்பு, குருவராஜப்பேட்டை, அரக்கோணம்.	[1224, 600, 1452, 643]
officer-entry	[1138, 1290, 1477, 1320]
branch-heading: புதுகேசாவரம் கிளை	[532, 152, 647, 167]
officer-details: தண்டலம் மேட்டுக் குடியிருப்பு கிளை	[779, 1609, 969, 1622]
officer-role: துணை அமைப்பாளர்கள் :	[779, 177, 932, 190]
booth-entry	[64, 1320, 402, 1351]
booth-number: பாகம் – 4 :	[779, 623, 837, 636]
